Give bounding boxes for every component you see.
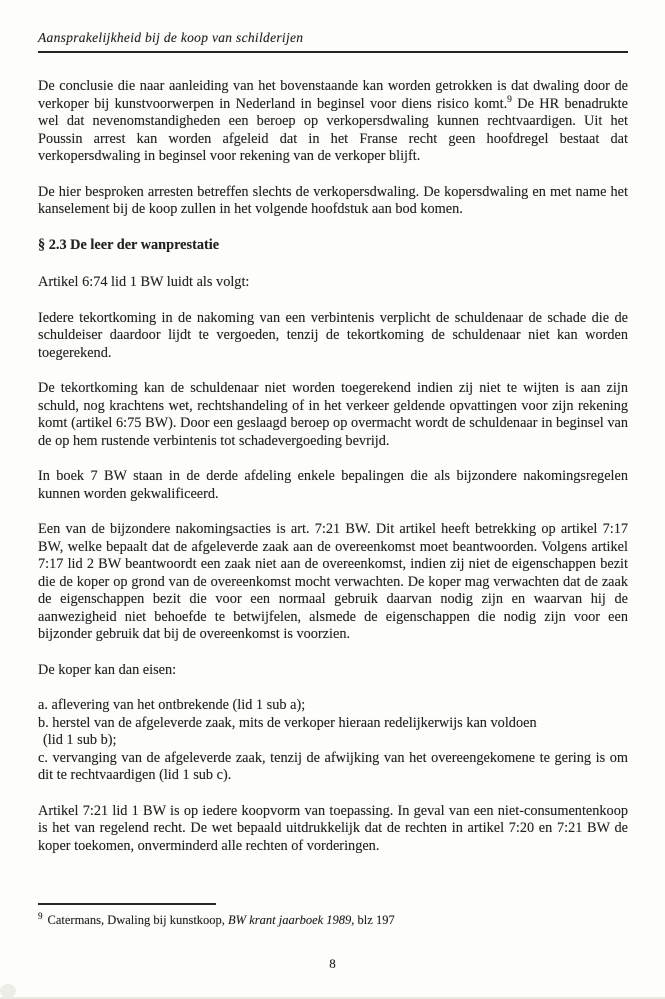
paragraph-iedere-tekortkoming: Iedere tekortkoming in de nakoming van een verbintenis verplicht de schuldenaar de schade die de schuldeiser daardoor lijdt te vergoeden, tenzij de tekortkoming de schuldenaar niet kan worden toegerekend. <box>38 309 628 361</box>
paragraph-koper-eisen-intro: De koper kan dan eisen: <box>38 661 177 678</box>
list-item-b: b. herstel van de afgeleverde zaak, mits de verkoper hieraan redelijkerwijs kan voldoen <box>38 714 537 731</box>
paragraph-besproken-arresten: De hier besproken arresten betreffen slechts de verkopersdwaling. De kopersdwaling en met name het kanselement bij de koop zullen in het volgende hoofdstuk aan bod komen. <box>38 183 628 217</box>
paragraph-text: De HR benadrukte wel dat nevenomstandigheden een beroep op verkopersdwaling kunnen rechtvaardigen. Uit het Poussin arrest kan worden afgeleid dat in het Franse recht geen hoofdregel bestaat dat verkopersdwaling in beginsel voor rekening van de verkoper blijft. <box>38 95 628 164</box>
scan-artifact-smudge <box>0 984 16 998</box>
paragraph-boek7: In boek 7 BW staan in de derde afdeling enkele bepalingen die als bijzondere nakomingsregelen kunnen worden gekwalificeerd. <box>38 468 628 502</box>
footnote-marker: 9 <box>38 911 43 921</box>
footnote-citation-suffix: , blz 197 <box>351 913 395 927</box>
footnote-text <box>38 913 628 928</box>
paragraph-artikel-721: Artikel 7:21 lid 1 BW is op iedere koopvorm van toepassing. In geval van een niet-consumentenkoop is het van regelend recht. De wet bepaald uitdrukkelijk dat de rechten in artikel 7:20 en 7:21 BW de koper toekomen, onverminderd alle rechten of vorderingen. <box>38 802 628 854</box>
header-rule <box>38 51 628 53</box>
paragraph-conclusion <box>38 78 628 166</box>
paragraph-artikel-674-intro: Artikel 6:74 lid 1 BW luidt als volgt: <box>38 274 250 290</box>
paragraph-nakomingsacties: Een van de bijzondere nakomingsacties is art. 7:21 BW. Dit artikel heeft betrekking op artikel 7:17 BW, welke bepaalt dat de afgeleverde zaak aan de overeenkomst moet beantwoorden. Volgens artikel 7:17 lid 2 BW beantwoordt een zaak niet aan de overeenkomst, indien zij niet de eigenschappen bezit die de koper op grond van de overeenkomst mocht verwachten. De koper mag verwachten dat de zaak de eigenschappen bezit die voor een normaal gebruik daarvan nodig zijn en waarvan hij de aanwezigheid niet behoefde te betwijfelen, alsmede de eigenschappen die nodig zijn voor een bijzonder gebruik dat bij de overeenkomst is voorzien. <box>38 521 628 642</box>
paragraph-toerekening: De tekortkoming kan de schuldenaar niet worden toegerekend indien zij niet te wijten is aan zijn schuld, nog krachtens wet, rechtshandeling of in het verkeer geldende opvattingen voor zijn rekening komt (artikel 6:75 BW). Door een geslaagd beroep op overmacht wordt de schuldenaar in beginsel van de op hem rustende verbintenis tot schadevergoeding bevrijd. <box>38 380 628 449</box>
footnote-cited-work: BW krant jaarboek 1989 <box>228 913 352 927</box>
list-item-b-continued: (lid 1 sub b); <box>43 732 117 748</box>
running-header-title: Aansprakelijkheid bij de koop van schilderijen <box>38 30 304 45</box>
page-number: 8 <box>329 956 336 971</box>
footnote-reference: 9 <box>507 94 512 105</box>
list-item-a: a. aflevering van het ontbrekende (lid 1 sub a); <box>38 697 306 713</box>
list-item-c: c. vervanging van de afgeleverde zaak, tenzij de afwijking van het overeengekomene te gering is om dit te rechtvaardigen (lid 1 sub c). <box>38 749 628 783</box>
footnote-rule <box>38 903 216 905</box>
paragraph-text: De conclusie die naar aanleiding van het bovenstaande kan worden getrokken is dat dwaling door de verkoper bij kunstvoorwerpen in Nederland in beginsel voor diens risico komt. <box>38 78 628 112</box>
page-content <box>38 30 628 873</box>
remedies-list <box>38 697 628 785</box>
footnote-citation: Catermans, Dwaling bij kunstkoop, <box>47 913 229 927</box>
section-heading-wanprestatie: § 2.3 De leer der wanprestatie <box>38 236 220 253</box>
footnote-block <box>38 903 628 928</box>
